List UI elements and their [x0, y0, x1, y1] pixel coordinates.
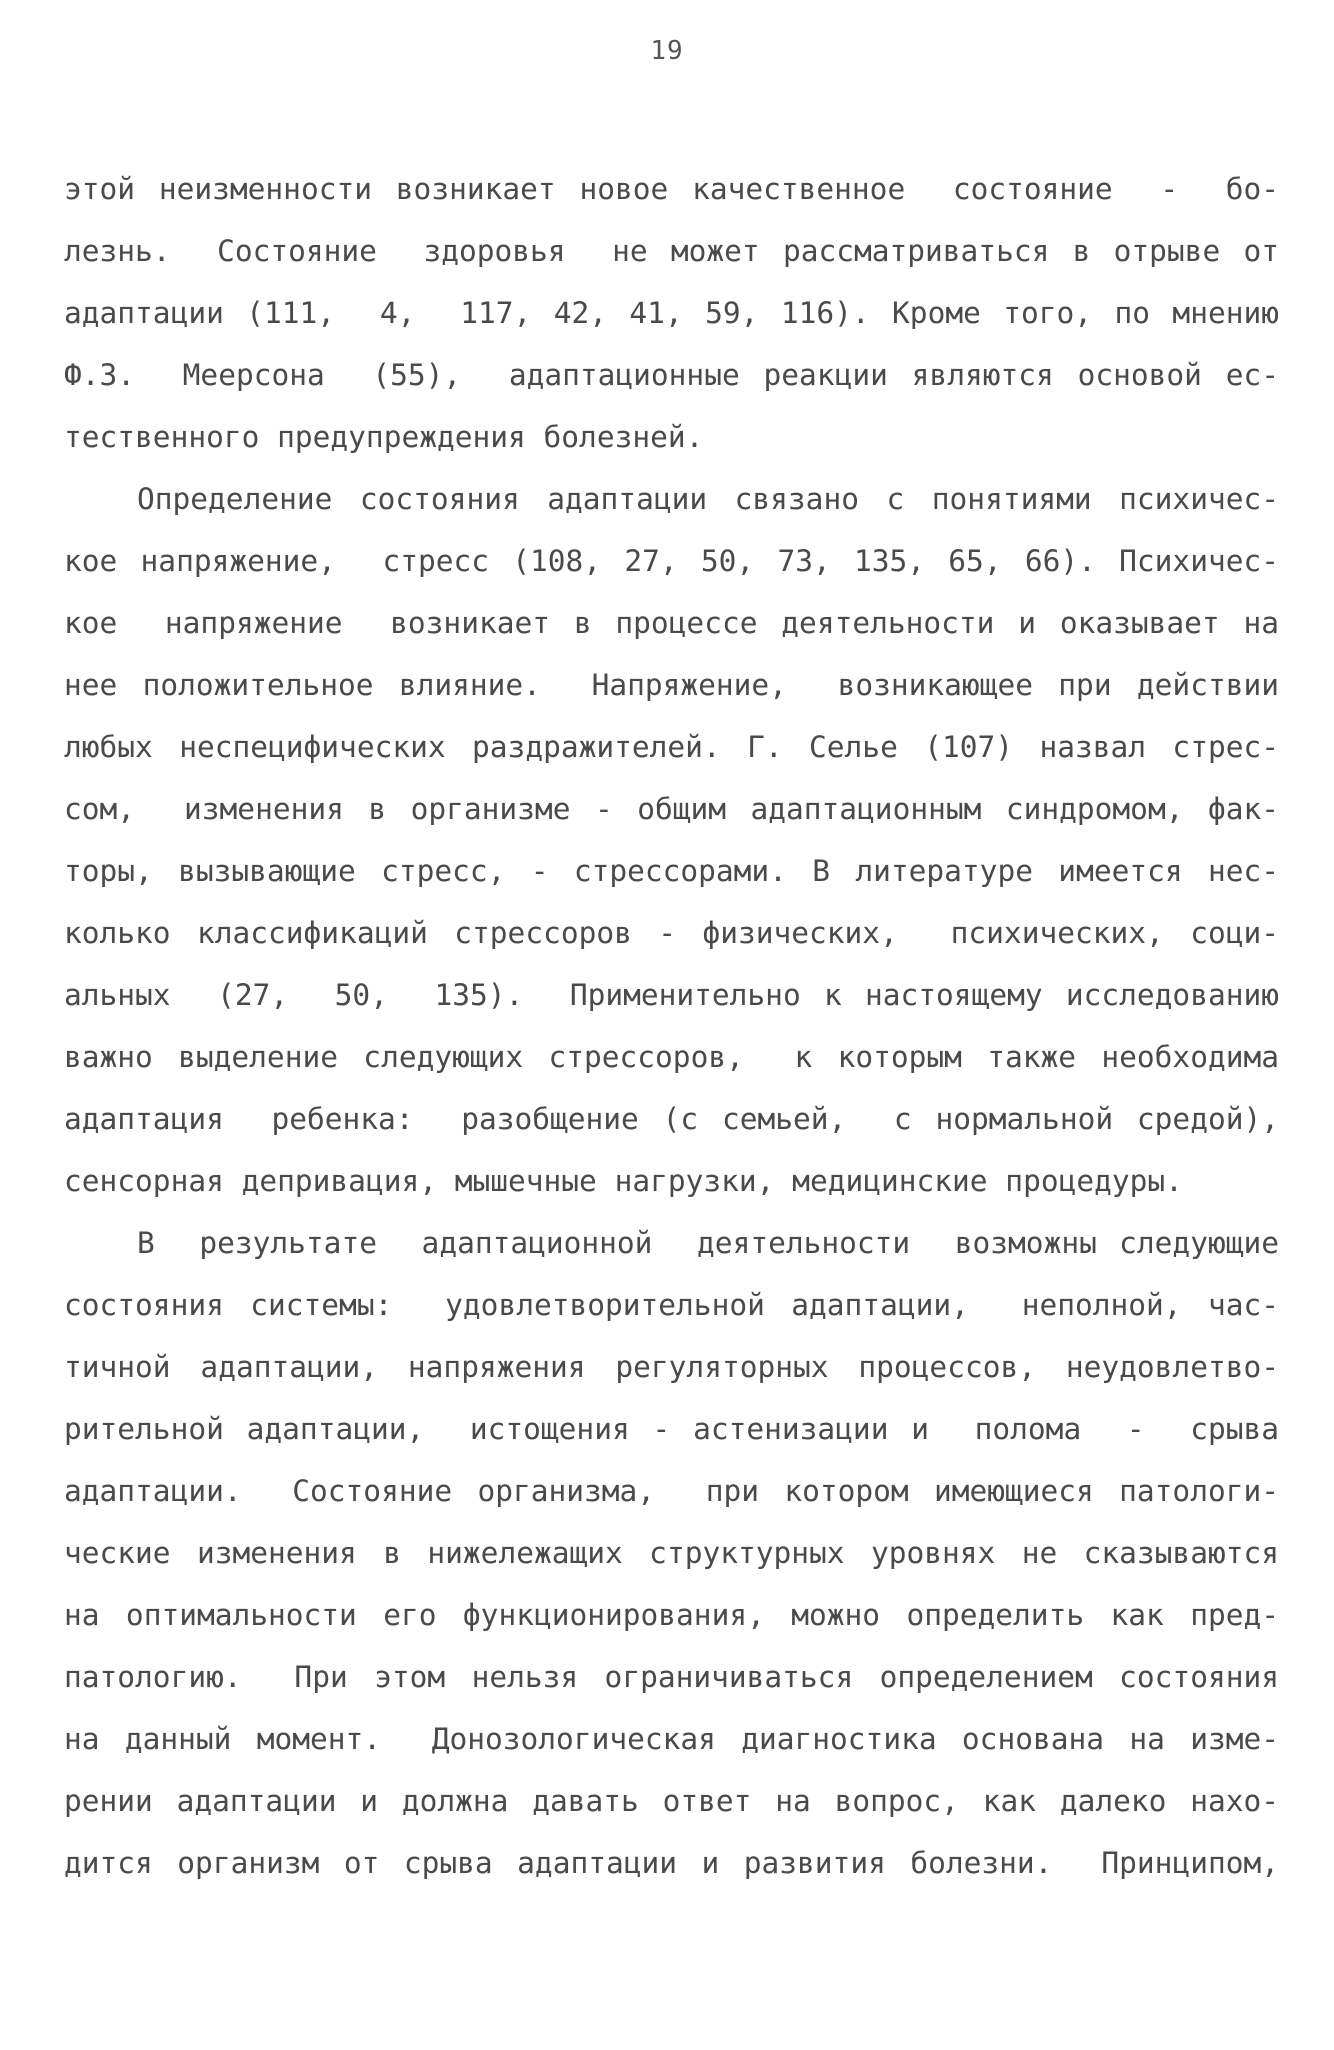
text-line: этой неизменности возникает новое качественное состояние - бо-: [64, 172, 1279, 206]
text-line: Определение состояния адаптации связано с понятиями психичес-: [137, 482, 1279, 516]
text-line: дится организм от срыва адаптации и развития болезни. Принципом,: [64, 1846, 1279, 1880]
text-line: патологию. При этом нельзя ограничиваться определением состояния: [64, 1660, 1279, 1694]
text-line: сенсорная депривация, мышечные нагрузки, медицинские процедуры.: [64, 1164, 1183, 1198]
text-line: рительной адаптации, истощения - астенизации и полома - срыва: [64, 1412, 1279, 1446]
text-line: тественного предупреждения болезней.: [64, 420, 704, 454]
text-line: альных (27, 50, 135). Применительно к настоящему исследованию: [64, 978, 1279, 1012]
text-line: тичной адаптации, напряжения регуляторных процессов, неудовлетво-: [64, 1350, 1279, 1384]
text-line: ческие изменения в нижележащих структурных уровнях не сказываются: [64, 1536, 1279, 1570]
text-line: кое напряжение, стресс (108, 27, 50, 73, 135, 65, 66). Психичес-: [64, 544, 1279, 578]
text-line: торы, вызывающие стресс, - стрессорами. В литературе имеется нес-: [64, 854, 1279, 888]
page-number: 19: [650, 36, 684, 66]
text-line: адаптация ребенка: разобщение (с семьей, с нормальной средой),: [64, 1102, 1279, 1136]
text-line: на оптимальности его функционирования, можно определить как пред-: [64, 1598, 1279, 1632]
text-line: нее положительное влияние. Напряжение, возникающее при действии: [64, 668, 1279, 702]
text-line: колько классификаций стрессоров - физических, психических, соци-: [64, 916, 1279, 950]
text-line: В результате адаптационной деятельности возможны следующие: [137, 1226, 1279, 1260]
text-line: на данный момент. Донозологическая диагностика основана на изме-: [64, 1722, 1279, 1756]
text-line: кое напряжение возникает в процессе деятельности и оказывает на: [64, 606, 1279, 640]
text-line: важно выделение следующих стрессоров, к которым также необходима: [64, 1040, 1279, 1074]
text-line: любых неспецифических раздражителей. Г. Селье (107) назвал стрес-: [64, 730, 1279, 764]
text-line: состояния системы: удовлетворительной адаптации, неполной, час-: [64, 1288, 1279, 1322]
text-line: Ф.З. Меерсона (55), адаптационные реакции являются основой ес-: [64, 358, 1279, 392]
text-line: сом, изменения в организме - общим адаптационным синдромом, фак-: [64, 792, 1279, 826]
text-line: адаптации (111, 4, 117, 42, 41, 59, 116). Кроме того, по мнению: [64, 296, 1279, 330]
text-line: адаптации. Состояние организма, при котором имеющиеся патологи-: [64, 1474, 1279, 1508]
text-line: рении адаптации и должна давать ответ на вопрос, как далеко нахо-: [64, 1784, 1279, 1818]
text-line: лезнь. Состояние здоровья не может рассматриваться в отрыве от: [64, 234, 1279, 268]
body-text: [64, 158, 1279, 1894]
